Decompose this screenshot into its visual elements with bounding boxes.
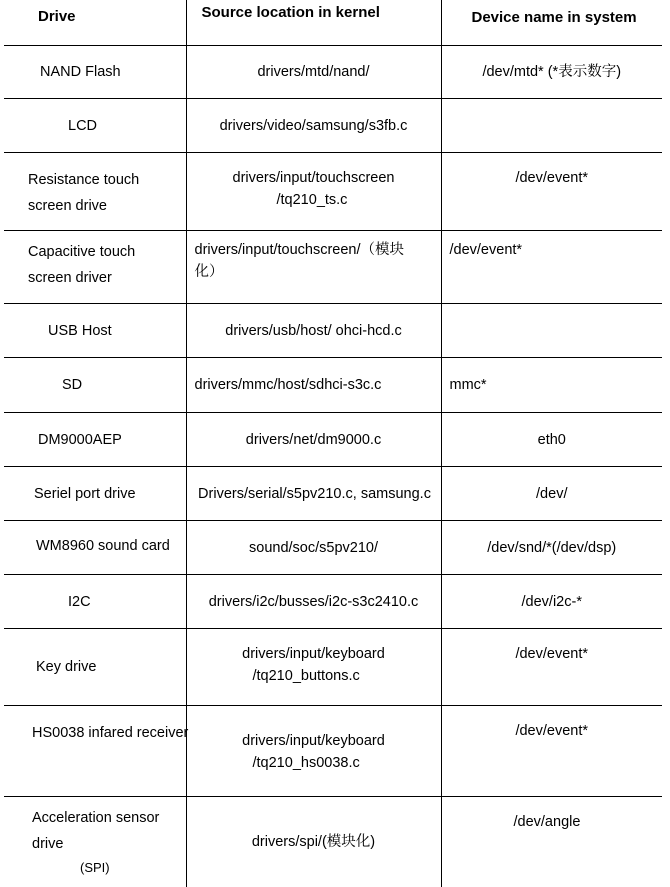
table-row	[4, 467, 662, 521]
device-cell: /dev/snd/*(/dev/dsp)	[441, 521, 662, 575]
source-cell: drivers/mmc/host/sdhci-s3c.c	[186, 358, 441, 413]
table-row	[4, 629, 662, 706]
device-cell: /dev/event*	[441, 231, 662, 304]
drive-cell: Acceleration sensor drive (SPI)	[4, 797, 186, 887]
drive-cell: USB Host	[4, 304, 186, 358]
drive-cell: Key drive	[4, 629, 186, 706]
source-cell: sound/soc/s5pv210/	[186, 521, 441, 575]
device-cell: /dev/	[441, 467, 662, 521]
table-row	[4, 706, 662, 797]
drive-cell: SD	[4, 358, 186, 413]
drive-cell: DM9000AEP	[4, 413, 186, 467]
drive-cell: LCD	[4, 99, 186, 153]
source-cell: Drivers/serial/s5pv210.c, samsung.c	[186, 467, 441, 521]
device-cell: mmc*	[441, 358, 662, 413]
table-row	[4, 304, 662, 358]
header-source: Source location in kernel	[186, 0, 441, 46]
source-cell: drivers/usb/host/ ohci-hcd.c	[186, 304, 441, 358]
source-cell: drivers/input/touchscreen/（模块 化）	[186, 231, 441, 304]
source-cell: drivers/i2c/busses/i2c-s3c2410.c	[186, 575, 441, 629]
table-row	[4, 153, 662, 231]
drive-cell: Capacitive touch screen driver	[4, 231, 186, 304]
source-cell: drivers/input/keyboard /tq210_hs0038.c	[186, 706, 441, 797]
table-row	[4, 231, 662, 304]
header-drive: Drive	[4, 0, 186, 46]
table-row	[4, 46, 662, 99]
device-cell: /dev/event*	[441, 153, 662, 231]
source-cell: drivers/mtd/nand/	[186, 46, 441, 99]
source-cell: drivers/video/samsung/s3fb.c	[186, 99, 441, 153]
device-cell: /dev/i2c-*	[441, 575, 662, 629]
drive-cell: I2C	[4, 575, 186, 629]
drive-cell: WM8960 sound card	[4, 521, 186, 575]
table-row	[4, 413, 662, 467]
source-cell: drivers/input/touchscreen /tq210_ts.c	[186, 153, 441, 231]
drive-cell: HS0038 infared receiver	[4, 706, 186, 797]
drive-cell: Resistance touch screen drive	[4, 153, 186, 231]
driver-table	[4, 0, 662, 887]
table-row	[4, 99, 662, 153]
source-cell: drivers/net/dm9000.c	[186, 413, 441, 467]
header-device: Device name in system	[441, 0, 662, 46]
source-cell: drivers/input/keyboard /tq210_buttons.c	[186, 629, 441, 706]
table-row	[4, 521, 662, 575]
device-cell	[441, 304, 662, 358]
drive-cell: Seriel port drive	[4, 467, 186, 521]
table-row	[4, 797, 662, 887]
device-cell: /dev/mtd* (*表示数字)	[441, 46, 662, 99]
table-row	[4, 358, 662, 413]
device-cell	[441, 99, 662, 153]
device-cell: /dev/event*	[441, 629, 662, 706]
device-cell: eth0	[441, 413, 662, 467]
drive-cell: NAND Flash	[4, 46, 186, 99]
source-cell: drivers/spi/(模块化)	[186, 797, 441, 887]
header-row	[4, 0, 662, 46]
table-row	[4, 575, 662, 629]
device-cell: /dev/angle	[441, 797, 662, 887]
device-cell: /dev/event*	[441, 706, 662, 797]
